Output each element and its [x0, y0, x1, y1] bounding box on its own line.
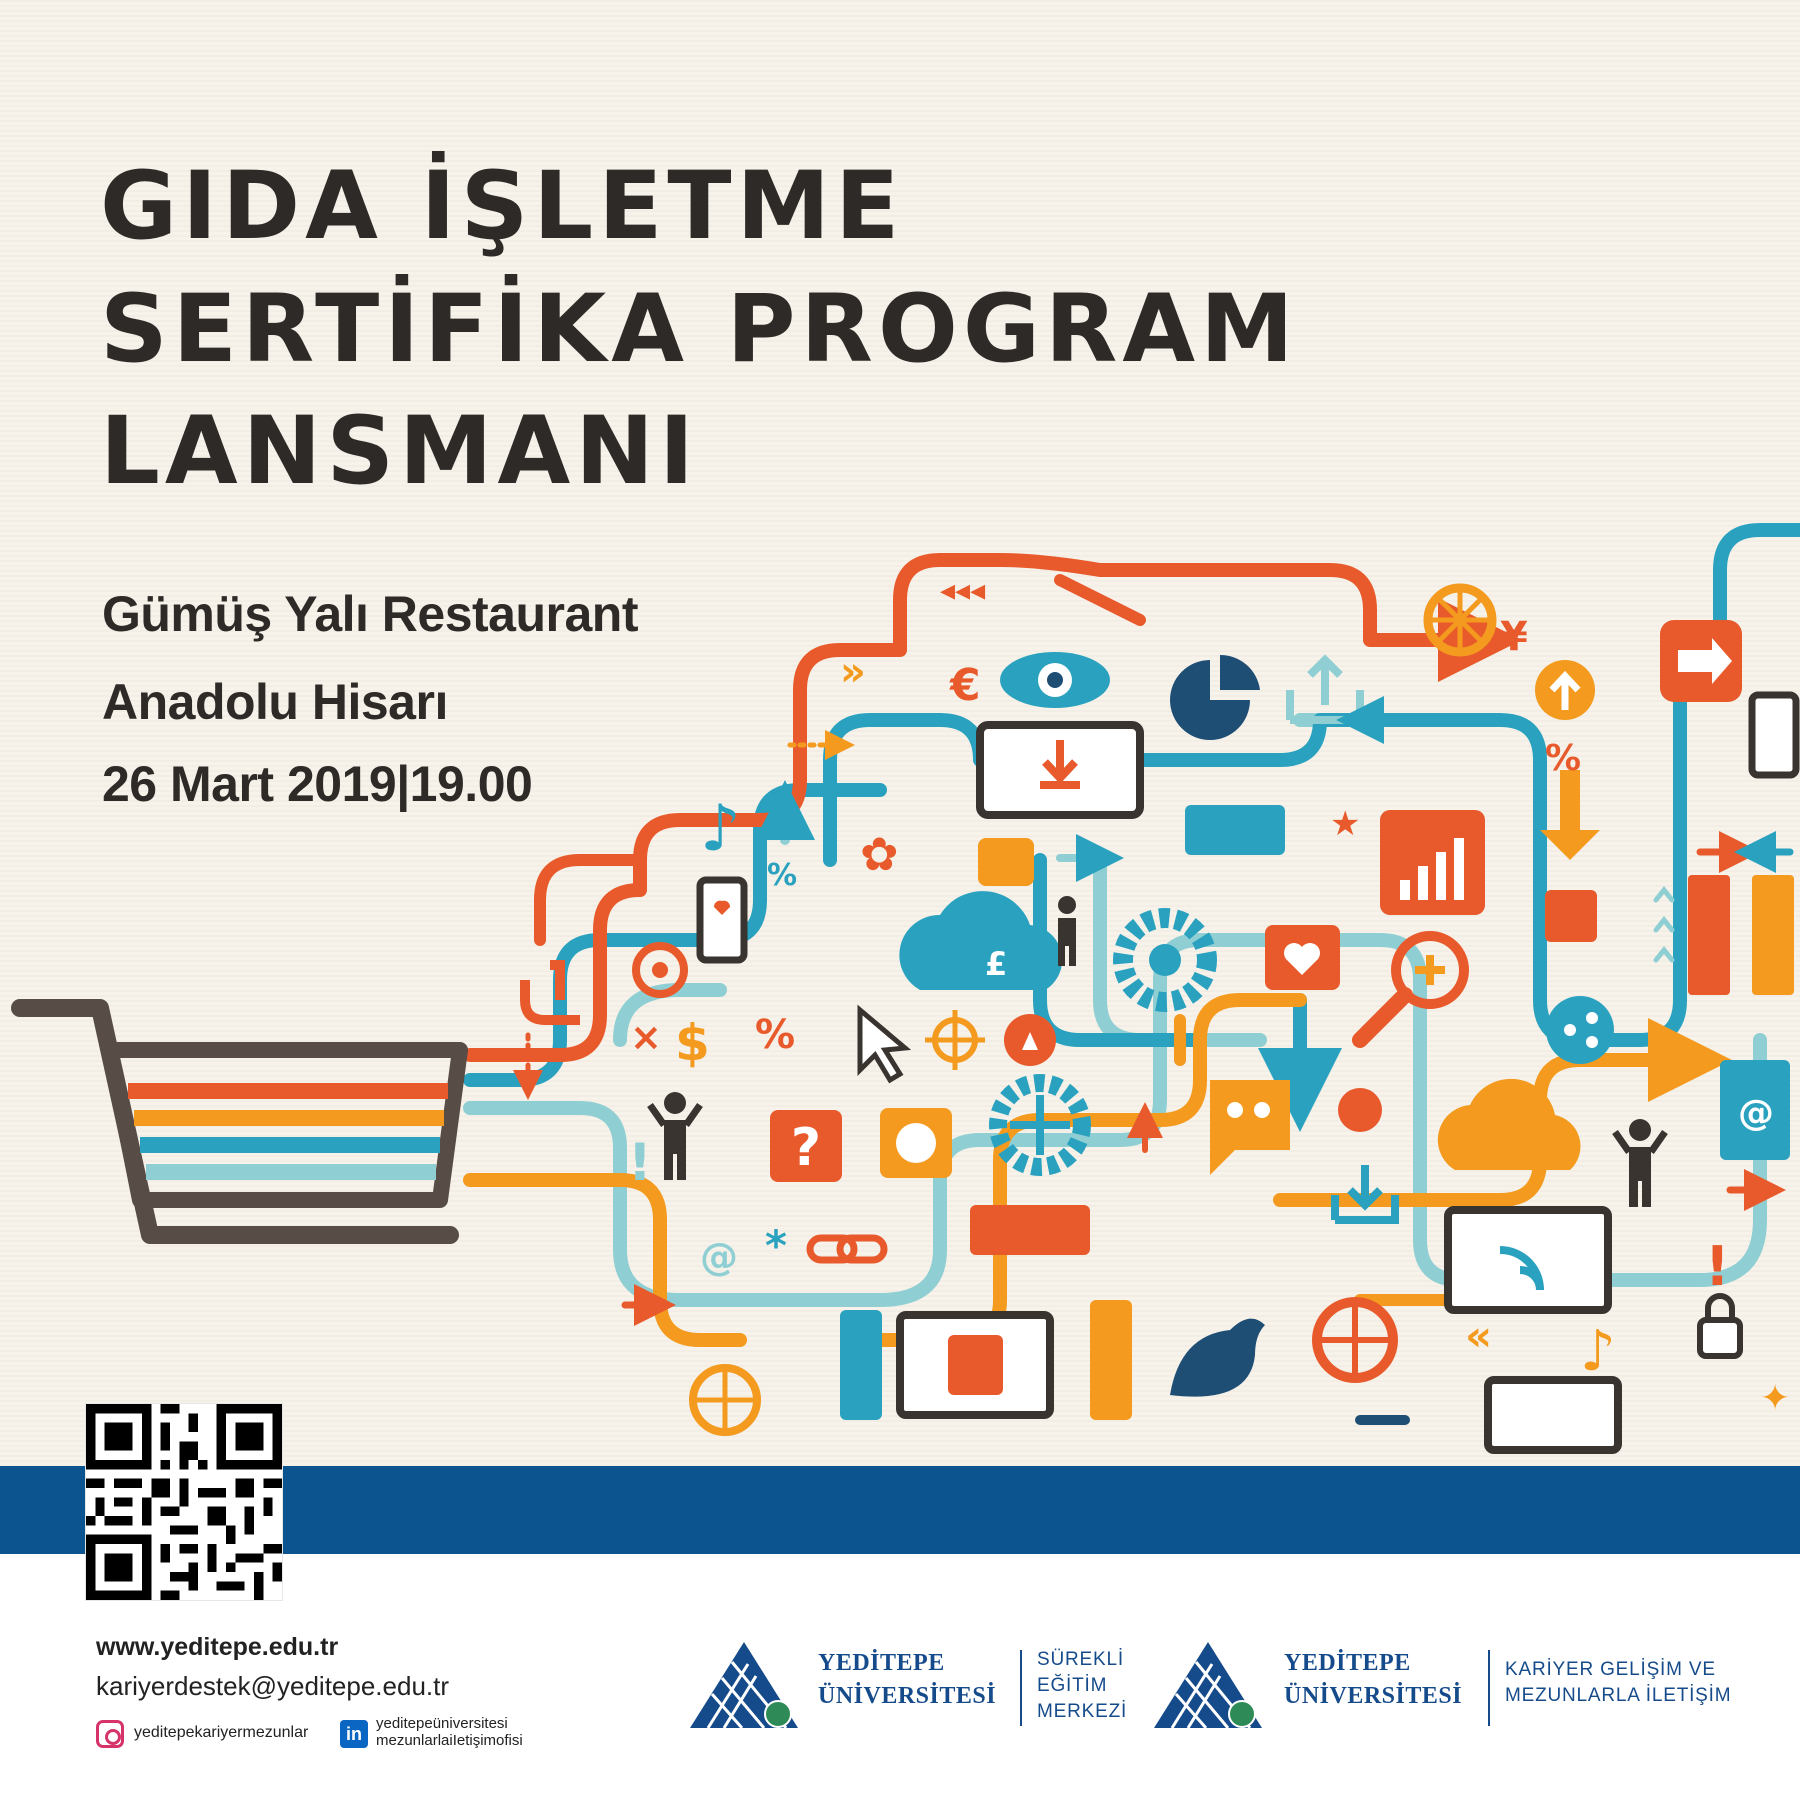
keyboard-icon: [1185, 805, 1285, 855]
exclamation-icon: !: [628, 1133, 652, 1193]
event-venue: Gümüş Yalı Restaurant: [102, 586, 638, 642]
linkedin-handle-line-2[interactable]: mezunlarlaiIetişimofisi: [376, 1732, 523, 1749]
at-sign-icon: [700, 1235, 738, 1279]
server-icon-2: [1090, 1300, 1132, 1420]
uni-name-2-line-2: ÜNİVERSİTESİ: [1284, 1683, 1463, 1709]
event-date-time: 26 Mart 2019|19.00: [102, 756, 533, 812]
music-note-icon: ♪: [700, 792, 741, 866]
title-line-1: GIDA İŞLETME: [100, 152, 905, 261]
cursor-icon: [860, 1010, 905, 1080]
shopping-cart-icon: [20, 1008, 460, 1235]
instagram-icon[interactable]: [96, 1720, 124, 1748]
monitor-chip-icon: [900, 1315, 1050, 1415]
chain-link-icon: [810, 1238, 884, 1260]
double-chevron-icon-2: «: [1465, 1311, 1493, 1360]
puzzle-icon: [1545, 890, 1597, 942]
title-line-3: LANSMANI: [100, 397, 699, 506]
exclamation-icon-2: !: [1705, 1235, 1730, 1298]
email-link[interactable]: kariyerdestek@yeditepe.edu.tr: [96, 1671, 450, 1701]
down-arrow-icon: [1540, 770, 1600, 860]
keyboard-icon-2: [970, 1205, 1090, 1255]
share-icon: [1546, 996, 1614, 1064]
chat-bubble-icon-2: [978, 838, 1034, 886]
monitor-wifi-icon: [1448, 1210, 1608, 1310]
download-icon: [1335, 1165, 1395, 1220]
logo-divider-1: [1020, 1650, 1022, 1726]
crosshair-icon: [925, 1010, 985, 1070]
dept-1-line-2: EĞİTİM: [1037, 1675, 1108, 1696]
gear-small-icon: ✿: [860, 827, 899, 881]
linkedin-handle-line-1[interactable]: yeditepeüniversitesi: [376, 1715, 508, 1732]
yen-icon: ¥: [1500, 614, 1528, 660]
dept-1-line-3: MERKEZİ: [1037, 1701, 1128, 1722]
title-line-2: SERTİFİKA PROGRAM: [100, 275, 1299, 384]
triangle-stack-icon: [1656, 890, 1672, 960]
person-cheering-icon-2: [1615, 1119, 1665, 1207]
event-location: Anadolu Hisarı: [102, 674, 448, 730]
website-link[interactable]: www.yeditepe.edu.tr: [96, 1633, 339, 1661]
qr-code-icon[interactable]: [86, 1404, 282, 1600]
uni-name-2-line-1: YEDİTEPE: [1284, 1650, 1411, 1676]
gear-icon-2: [998, 1083, 1082, 1167]
bird-icon: [1170, 1319, 1265, 1397]
laptop-icon: [1488, 1380, 1618, 1450]
svg-text:@: @: [1738, 1093, 1774, 1134]
double-chevron-icon: »: [840, 649, 866, 695]
music-note-icon-2: ♪: [1580, 1319, 1616, 1384]
clock-icon: [880, 1108, 952, 1178]
pie-chart-icon: [1170, 655, 1260, 740]
monitor-download-icon: [980, 725, 1140, 815]
notebook-icon: [1720, 1060, 1790, 1160]
dept-2-line-2: MEZUNLARLA İLETİŞİM: [1505, 1685, 1732, 1706]
play-circle-icon: [1004, 1014, 1056, 1066]
server-icon: [840, 1310, 882, 1420]
up-arrow-circle-icon: [1535, 660, 1595, 720]
cloud-icon-2: [1438, 1079, 1581, 1170]
upload-icon: [1290, 660, 1360, 720]
bar-chart-icon: [1380, 810, 1485, 915]
eye-icon: [1000, 652, 1110, 708]
wheel-icon-2: [1317, 1302, 1393, 1378]
globe-icon: [693, 1368, 757, 1432]
dept-1-line-1: SÜREKLİ: [1037, 1649, 1124, 1670]
percent-icon: %: [755, 1012, 796, 1058]
logo-divider-2: [1488, 1650, 1490, 1726]
faucet-icon: [525, 965, 580, 1020]
person-icon: [1058, 896, 1076, 966]
pound-icon: £: [985, 945, 1008, 983]
triple-chevron-icon: ◂◂◂: [940, 573, 986, 608]
asterisk-icon: *: [765, 1221, 787, 1270]
chat-bubble-icon: [1210, 1080, 1290, 1175]
dollar-icon: $: [675, 1014, 710, 1072]
times-icon: ×: [630, 1015, 662, 1059]
instagram-handle[interactable]: yeditepekariyermezunlar: [134, 1724, 309, 1741]
butterfly-icon: ✦: [1760, 1378, 1791, 1419]
storage-icon: [1688, 875, 1794, 995]
star-icon: ★: [1330, 804, 1361, 844]
uni-name-1-line-2: ÜNİVERSİTESİ: [818, 1683, 997, 1709]
euro-icon: €: [950, 660, 981, 711]
lock-icon: [1700, 1296, 1740, 1356]
yeditepe-logo-icon-2: [1152, 1640, 1264, 1732]
percent-icon-2: %: [767, 858, 798, 893]
heart-circle-icon: [1338, 1088, 1382, 1132]
wheel-icon: [1428, 588, 1492, 652]
linkedin-icon[interactable]: in: [340, 1720, 368, 1748]
heart-icon: [1265, 925, 1340, 990]
smartphone-icon: [700, 880, 744, 960]
percent-icon-3: %: [1545, 738, 1582, 779]
dept-2-line-1: KARİYER GELİŞİM VE: [1505, 1659, 1716, 1680]
smartphone-icon-2: [1752, 695, 1796, 775]
right-arrow-icon: [1660, 620, 1742, 702]
svg-text:?: ?: [790, 1118, 822, 1178]
yeditepe-logo-icon: [688, 1640, 800, 1732]
uni-name-1-line-1: YEDİTEPE: [818, 1650, 945, 1676]
question-icon: [770, 1110, 842, 1182]
person-cheering-icon: [650, 1092, 700, 1180]
svg-text:@: @: [700, 1235, 738, 1279]
